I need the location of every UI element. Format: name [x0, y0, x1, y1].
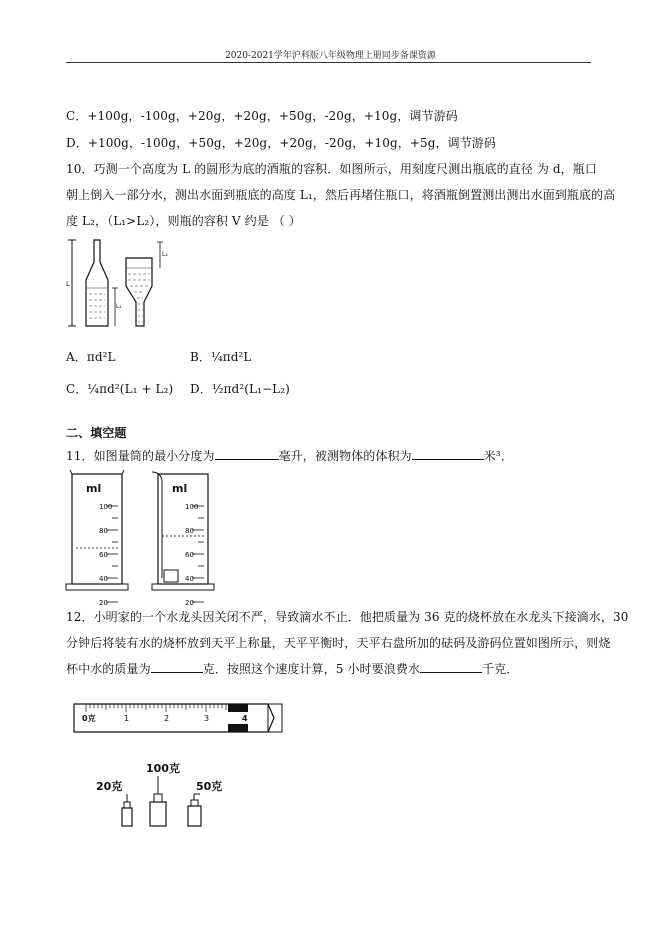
q11-prefix: 11．如图量筒的最小分度为 [66, 449, 215, 463]
cylinder-tick-label: 40 [185, 575, 194, 583]
q12-line2: 分钟后将装有水的烧杯放到天平上称量，天平平衡时，天平右盘所加的砝码及游码位置如图所示，则烧 [66, 636, 611, 650]
q12-line3-prefix: 杯中水的质量为 [66, 662, 151, 676]
section-title: 二、填空题 [66, 426, 127, 440]
submerged-object [164, 570, 178, 582]
label-L: L [66, 280, 70, 288]
q12-blank-2[interactable] [420, 662, 482, 673]
weight-label-50: 50克 [196, 780, 223, 793]
q11-mid: 毫升，被测物体的体积为 [278, 449, 412, 463]
cylinder-tick-label: 60 [99, 551, 108, 559]
q10-option-c: C．¼πd²(L₁ + L₂) [66, 382, 174, 396]
q12-line3 [66, 660, 518, 677]
unit-label-left: ml [86, 482, 102, 495]
cylinder-tick-label: 80 [99, 527, 108, 535]
header-divider [66, 62, 591, 63]
q11-blank-2[interactable] [412, 449, 484, 460]
cylinder-tick-label: 80 [185, 527, 194, 535]
bottle-figure [66, 236, 186, 332]
q10-option-d: D．½πd²(L₁−L₂) [190, 382, 290, 396]
cylinder-tick-label: 20 [185, 599, 194, 607]
q11-text [66, 447, 513, 464]
ruler-label-3: 3 [204, 714, 210, 723]
measuring-cylinders-figure [66, 470, 216, 607]
thread [152, 472, 162, 578]
ruler-label-4: 4 [242, 714, 248, 723]
page-header: 2020-2021学年沪科版八年级物理上册同步备课资源 [225, 51, 436, 61]
cylinder-tick-label: 100 [185, 503, 199, 511]
cylinder-tick-label: 40 [99, 575, 108, 583]
q9-option-d: D．+100g，-100g，+50g，+20g，+20g，-20g，+10g，+5g，调节游码 [66, 136, 497, 150]
cylinder-tick-label: 100 [99, 503, 113, 511]
q11-suffix: 米³． [483, 449, 513, 463]
ruler-label-0: 0克 [82, 714, 96, 723]
weight-label-100: 100克 [146, 762, 180, 775]
weights-figure [96, 760, 236, 830]
ruler-label-1: 1 [124, 714, 130, 723]
rider-top [228, 704, 248, 712]
q9-option-c: C．+100g，-100g，+20g，+20g，+50g，-20g，+10g，调节游码 [66, 109, 458, 123]
q10-line3: 度 L₂，（L₁>L₂），则瓶的容积 V 约是 （ ） [66, 214, 301, 228]
q10-line1: 10．巧测一个高度为 L 的圆形为底的酒瓶的容积．如图所示，用刻度尺测出瓶底的直径 为 d，瓶口 [66, 162, 597, 176]
q10-option-a: A．πd²L [66, 350, 116, 364]
weight-100g [150, 776, 166, 826]
cylinder-tick-label: 20 [99, 599, 108, 607]
label-L2: L₂ [162, 251, 168, 258]
q12-line1: 12．小明家的一个水龙头因关闭不严，导致滴水不止．他把质量为 36 克的烧杯放在水龙头下接滴水，30 [66, 610, 629, 624]
q12-line3-suffix: 千克． [482, 662, 519, 676]
ruler-label-2: 2 [164, 714, 170, 723]
weight-50g [188, 794, 201, 826]
weight-label-20: 20克 [96, 780, 123, 793]
cylinder-right [152, 472, 214, 607]
weight-20g [122, 794, 132, 826]
balance-ruler-figure [72, 700, 286, 734]
q12-blank-1[interactable] [151, 662, 203, 673]
q12-line3-mid: 克．按照这个速度计算，5 小时要浪费水 [202, 662, 421, 676]
q10-line2: 朝上倒入一部分水，测出水面到瓶底的高度 L₁，然后再堵住瓶口，将酒瓶倒置测出测出水面到瓶底的高 [66, 188, 616, 202]
unit-label-right: ml [172, 482, 188, 495]
cylinder-left [66, 470, 128, 607]
q11-blank-1[interactable] [215, 449, 279, 460]
rider-bottom [228, 724, 248, 732]
label-L1: L₁ [116, 303, 122, 310]
cylinder-tick-label: 60 [185, 551, 194, 559]
q10-option-b: B．¼πd²L [190, 350, 252, 364]
